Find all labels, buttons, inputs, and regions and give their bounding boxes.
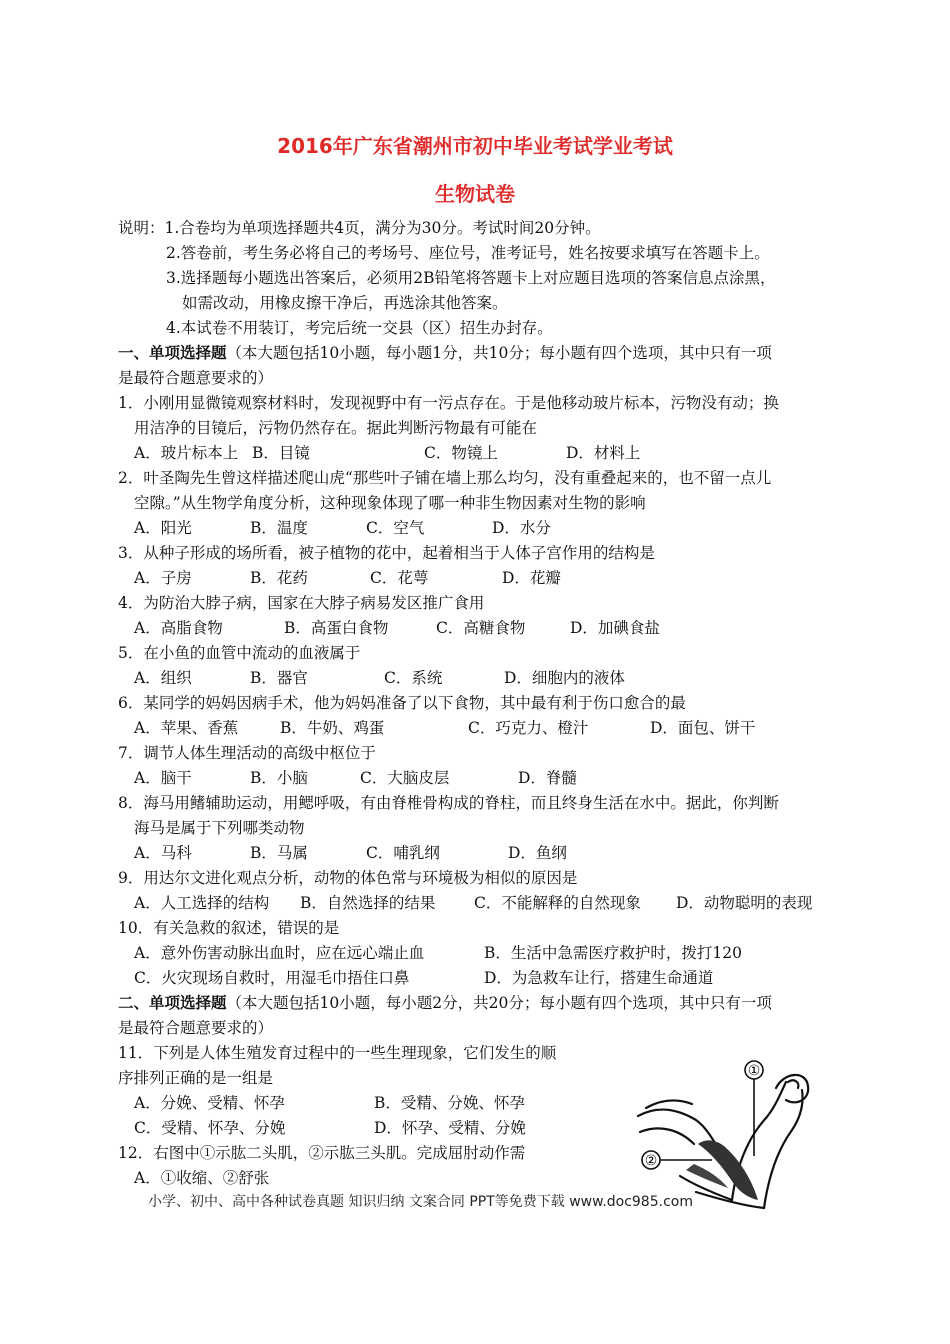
label-2: ② — [644, 1153, 658, 1169]
section1-header — [118, 343, 772, 363]
option-b[interactable]: B．温度 — [250, 519, 308, 537]
note-line-1: 说明：1.合卷均为单项选择题共4页，满分为30分。考试时间20分钟。 — [118, 219, 601, 237]
option-a[interactable]: A．人工选择的结构 — [134, 894, 270, 912]
option-a[interactable]: A．脑干 — [134, 769, 192, 787]
option-c[interactable]: C．火灾现场自救时，用湿毛巾捂住口鼻 — [134, 969, 410, 987]
section1-desc: （本大题包括10小题，每小题1分，共10分；每小题有四个选项，其中只有一项 — [226, 344, 772, 362]
exam-title: 2016年广东省潮州市初中毕业考试学业考试 — [277, 134, 673, 158]
question-10: 10．有关急救的叙述，错误的是 — [118, 919, 340, 937]
arm-muscle-figure — [636, 1060, 816, 1212]
section2-desc: （本大题包括10小题，每小题2分，共20分；每小题有四个选项，其中只有一项 — [226, 994, 772, 1012]
option-d[interactable]: D．水分 — [492, 519, 551, 537]
question-8-cont: 海马是属于下列哪类动物 — [134, 819, 305, 837]
option-b[interactable]: B．生活中急需医疗救护时，拨打120 — [484, 944, 742, 962]
option-d[interactable]: D．动物聪明的表现 — [676, 894, 813, 912]
option-a[interactable]: A．意外伤害动脉出血时，应在远心端止血 — [134, 944, 425, 962]
option-a[interactable]: A．组织 — [134, 669, 192, 687]
option-a[interactable]: A．①收缩、②舒张 — [134, 1169, 270, 1187]
option-c[interactable]: C．物镜上 — [424, 444, 498, 462]
option-a[interactable]: A．分娩、受精、怀孕 — [134, 1094, 285, 1112]
question-11-cont: 序排列正确的是一组是 — [118, 1069, 274, 1087]
question-9: 9．用达尔文进化观点分析，动物的体色常与环境极为相似的原因是 — [118, 869, 578, 887]
question-12: 12．右图中①示肱二头肌，②示肱三头肌。完成屈肘动作需 — [118, 1144, 526, 1162]
option-c[interactable]: C．系统 — [384, 669, 443, 687]
question-5: 5．在小鱼的血管中流动的血液属于 — [118, 644, 361, 662]
option-b[interactable]: B．高蛋白食物 — [284, 619, 389, 637]
section2-header — [118, 993, 772, 1013]
exam-subtitle: 生物试卷 — [435, 182, 515, 206]
question-6: 6．某同学的妈妈因病手术，他为妈妈准备了以下食物，其中最有利于伤口愈合的最 — [118, 694, 686, 712]
option-d[interactable]: D．为急救车让行，搭建生命通道 — [484, 969, 714, 987]
section1-heading: 一、单项选择题 — [118, 343, 227, 362]
option-a[interactable]: A．子房 — [134, 569, 192, 587]
question-2-cont: 空隙。”从生物学角度分析，这种现象体现了哪一种非生物因素对生物的影响 — [134, 494, 646, 512]
option-b[interactable]: B．马属 — [250, 844, 308, 862]
option-c[interactable]: C．空气 — [366, 519, 425, 537]
question-4: 4．为防治大脖子病，国家在大脖子病易发区推广食用 — [118, 594, 485, 612]
section1-desc-2: 是最符合题意要求的） — [118, 369, 274, 387]
option-c[interactable]: C．受精、怀孕、分娩 — [134, 1119, 286, 1137]
note-line-4: 如需改动，用橡皮擦干净后，再选涂其他答案。 — [182, 294, 508, 312]
option-c[interactable]: C．高糖食物 — [436, 619, 526, 637]
question-2: 2．叶圣陶先生曾这样描述爬山虎“那些叶子铺在墙上那么均匀，没有重叠起来的，也不留一点儿 — [118, 469, 772, 487]
option-a[interactable]: A．阳光 — [134, 519, 192, 537]
section2-desc-2: 是最符合题意要求的） — [118, 1019, 274, 1037]
option-b[interactable]: B．小脑 — [250, 769, 308, 787]
option-a[interactable]: A．高脂食物 — [134, 619, 223, 637]
option-d[interactable]: D．加碘食盐 — [570, 619, 660, 637]
option-c[interactable]: C．哺乳纲 — [366, 844, 440, 862]
note-line-5: 4.本试卷不用装订，考完后统一交县（区）招生办封存。 — [166, 319, 553, 337]
option-c[interactable]: C．不能解释的自然现象 — [474, 894, 641, 912]
option-b[interactable]: B．花药 — [250, 569, 308, 587]
option-d[interactable]: D．怀孕、受精、分娩 — [374, 1119, 526, 1137]
option-c[interactable]: C．花萼 — [370, 569, 429, 587]
option-b[interactable]: B．牛奶、鸡蛋 — [280, 719, 385, 737]
option-d[interactable]: D．脊髓 — [518, 769, 577, 787]
option-a[interactable]: A．玻片标本上 — [134, 444, 239, 462]
section2-heading: 二、单项选择题 — [118, 993, 227, 1012]
option-d[interactable]: D．材料上 — [566, 444, 641, 462]
option-b[interactable]: B．受精、分娩、怀孕 — [374, 1094, 525, 1112]
option-a[interactable]: A．苹果、香蕉 — [134, 719, 239, 737]
note-line-2: 2.答卷前，考生务必将自己的考场号、座位号，准考证号，姓名按要求填写在答题卡上。 — [166, 244, 770, 262]
question-7: 7．调节人体生理活动的高级中枢位于 — [118, 744, 376, 762]
option-c[interactable]: C．大脑皮层 — [360, 769, 450, 787]
question-1: 1．小刚用显微镜观察材料时，发现视野中有一污点存在。于是他移动玻片标本，污物没有动；换 — [118, 394, 779, 412]
option-a[interactable]: A．马科 — [134, 844, 192, 862]
option-d[interactable]: D．面包、饼干 — [650, 719, 756, 737]
question-8: 8．海马用鳍辅助运动，用鳃呼吸，有由脊椎骨构成的脊柱，而且终身生活在水中。据此，你判断 — [118, 794, 779, 812]
option-d[interactable]: D．花瓣 — [502, 569, 561, 587]
note-line-3: 3.选择题每小题选出答案后，必须用2B铅笔将答题卡上对应题目选项的答案信息点涂黑， — [166, 269, 776, 287]
option-b[interactable]: B．器官 — [250, 669, 308, 687]
question-1-cont: 用洁净的目镜后，污物仍然存在。据此判断污物最有可能在 — [134, 419, 538, 437]
option-b[interactable]: B．目镜 — [252, 444, 310, 462]
footer-watermark[interactable]: 小学、初中、高中各种试卷真题 知识归纳 文案合同 PPT等免费下载 www.doc985.com — [148, 1194, 693, 1210]
question-3: 3．从种子形成的场所看，被子植物的花中，起着相当于人体子宫作用的结构是 — [118, 544, 655, 562]
option-d[interactable]: D．鱼纲 — [508, 844, 567, 862]
question-11: 11．下列是人体生殖发育过程中的一些生理现象，它们发生的顺 — [118, 1044, 557, 1062]
option-b[interactable]: B．自然选择的结果 — [300, 894, 436, 912]
option-c[interactable]: C．巧克力、橙汁 — [468, 719, 589, 737]
label-1: ① — [747, 1063, 761, 1079]
option-d[interactable]: D．细胞内的液体 — [504, 669, 625, 687]
